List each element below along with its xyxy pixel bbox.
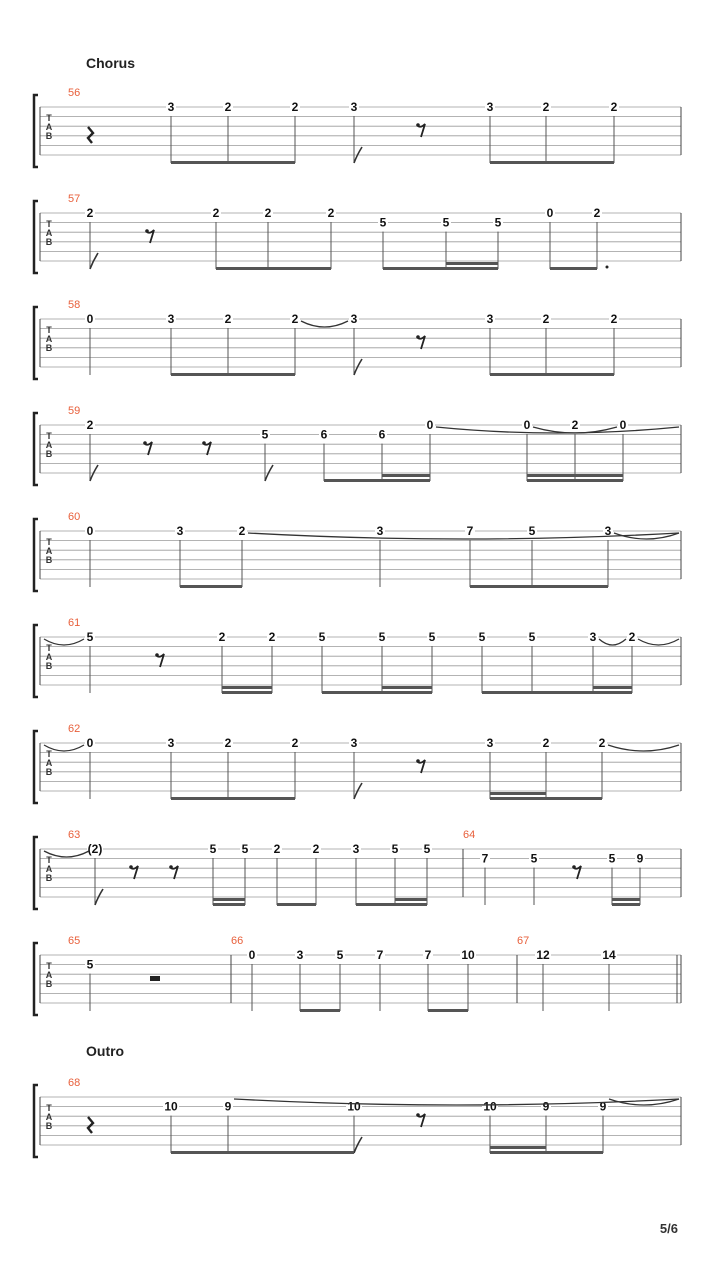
eighth-rest-dot (416, 335, 420, 339)
measure-number: 57 (68, 193, 81, 205)
tab-clef-letter: B (45, 449, 53, 459)
fret-number: 9 (636, 851, 644, 866)
fret-number: 3 (350, 736, 358, 750)
system-bracket (34, 413, 38, 485)
tab-clef-letter: T (46, 961, 52, 971)
fret-number: 6 (378, 427, 386, 442)
beam (171, 161, 295, 164)
fret-number: 5 (86, 957, 94, 972)
tab-clef-letter: T (46, 1103, 52, 1113)
quarter-rest (88, 127, 93, 143)
fret-number: 7 (466, 524, 474, 538)
beam-secondary (490, 792, 546, 795)
tab-clef-letter: B (45, 767, 53, 777)
beam (216, 267, 331, 270)
fret-number: 2 (268, 630, 276, 644)
beam-secondary (527, 474, 623, 477)
system-bracket (34, 519, 38, 591)
measure-number: 61 (68, 617, 81, 629)
tab-clef-letter: B (45, 979, 53, 989)
fret-number: 5 (530, 851, 538, 866)
measure-number: 59 (68, 405, 81, 417)
measure-number: 60 (68, 511, 81, 523)
beam (222, 691, 272, 694)
beam-secondary (382, 474, 430, 477)
eighth-rest-dot (145, 229, 149, 233)
eighth-rest-dot (416, 1113, 420, 1117)
tab-clef-letter: A (45, 228, 53, 238)
fret-number: 3 (589, 630, 597, 644)
section-title-chorus: Chorus (86, 55, 135, 71)
fret-number: 3 (604, 524, 612, 538)
fret-number: 5 (261, 427, 269, 442)
beam (470, 585, 608, 588)
measure-number: 63 (68, 829, 81, 841)
beam (322, 691, 432, 694)
tab-clef-letter: B (45, 873, 53, 883)
fret-number: 10 (164, 1099, 178, 1114)
fret-number: 5 (442, 215, 450, 230)
fret-number: 5 (528, 630, 536, 644)
beam (490, 797, 602, 800)
section-title-outro: Outro (86, 1043, 125, 1059)
tab-clef-letter: A (45, 1112, 53, 1122)
beam (213, 903, 245, 906)
beam (324, 479, 430, 482)
fret-number: 2 (571, 418, 579, 432)
fret-number: 2 (86, 418, 94, 432)
measure-number: 64 (463, 829, 476, 841)
fret-number: 0 (619, 418, 627, 432)
fret-number: 9 (542, 1099, 550, 1114)
fret-number: 2 (542, 312, 550, 326)
tab-clef-letter: B (45, 555, 53, 565)
tab-clef-letter: T (46, 325, 52, 335)
measure-number: 65 (68, 935, 81, 947)
fret-number: 5 (379, 215, 387, 230)
fret-number: 2 (598, 736, 606, 750)
tab-clef-letter: A (45, 334, 53, 344)
fret-number: 0 (546, 206, 554, 220)
fret-number: 2 (610, 312, 618, 326)
fret-number: 9 (224, 1099, 232, 1114)
fret-number: 3 (167, 736, 175, 750)
beam-secondary (382, 686, 432, 689)
system-bracket (34, 201, 38, 273)
fret-number: 2 (273, 842, 281, 856)
fret-number: 5 (423, 842, 431, 856)
tab-clef-letter: B (45, 1121, 53, 1131)
system-bracket (34, 731, 38, 803)
measure-number: 62 (68, 723, 81, 735)
tab-clef-letter: B (45, 237, 53, 247)
eighth-rest-dot (572, 865, 576, 869)
tab-clef-letter: T (46, 855, 52, 865)
beam (527, 479, 623, 482)
fret-number: 2 (264, 206, 272, 220)
system-bracket (34, 625, 38, 697)
beam (171, 373, 295, 376)
beam (171, 797, 295, 800)
tab-clef-letter: T (46, 113, 52, 123)
fret-number: 2 (86, 206, 94, 220)
beam-secondary (213, 898, 245, 901)
system-bracket (34, 837, 38, 909)
fret-number: 3 (296, 948, 304, 962)
tab-clef-letter: B (45, 343, 53, 353)
eighth-rest-dot (416, 123, 420, 127)
system-bracket (34, 307, 38, 379)
fret-number: 2 (628, 630, 636, 644)
measure-number: 66 (231, 935, 244, 947)
eighth-rest-dot (202, 441, 206, 445)
tab-clef-letter: T (46, 219, 52, 229)
tab-clef-letter: B (45, 661, 53, 671)
tie (301, 321, 348, 327)
fret-number: 2 (327, 206, 335, 220)
fret-number: 2 (224, 736, 232, 750)
measure-number: 56 (68, 87, 81, 99)
fret-number: 3 (350, 100, 358, 114)
eighth-rest-dot (129, 865, 133, 869)
measure-number: 67 (517, 935, 530, 947)
fret-number: 2 (291, 736, 299, 750)
fret-number: 5 (391, 842, 399, 856)
fret-number: 12 (536, 948, 550, 962)
eighth-rest-dot (155, 653, 159, 657)
half-rest (150, 976, 160, 981)
fret-number: 2 (224, 312, 232, 326)
fret-number: 9 (599, 1099, 607, 1114)
fret-number: 5 (378, 630, 386, 644)
beam (482, 691, 632, 694)
fret-number: 2 (238, 524, 246, 538)
tab-clef-letter: A (45, 970, 53, 980)
fret-number: 7 (376, 948, 384, 962)
tie (608, 745, 679, 751)
fret-number: 6 (320, 427, 328, 442)
tab-clef-letter: A (45, 122, 53, 132)
fret-number: 2 (291, 100, 299, 114)
measure-number: 68 (68, 1077, 81, 1089)
fret-number: 5 (494, 215, 502, 230)
fret-number: 7 (424, 948, 432, 962)
beam-secondary (612, 898, 640, 901)
beam (356, 903, 427, 906)
fret-number: 5 (428, 630, 436, 644)
beam-secondary (395, 898, 427, 901)
fret-number: 3 (176, 524, 184, 538)
tab-clef-letter: A (45, 758, 53, 768)
fret-number: 2 (542, 736, 550, 750)
eighth-rest-dot (143, 441, 147, 445)
fret-number: 5 (478, 630, 486, 644)
fret-number: 2 (212, 206, 220, 220)
fret-number: 0 (86, 736, 94, 750)
tab-clef-letter: A (45, 440, 53, 450)
fret-number: 10 (347, 1099, 361, 1114)
beam (490, 373, 614, 376)
system-bracket (34, 95, 38, 167)
tab-clef-letter: A (45, 864, 53, 874)
tie (599, 639, 626, 645)
beam (300, 1009, 340, 1012)
fret-number: 3 (352, 842, 360, 856)
fret-number: 3 (167, 100, 175, 114)
eighth-rest-dot (169, 865, 173, 869)
fret-number: 10 (461, 948, 475, 962)
fret-number: 2 (224, 100, 232, 114)
tab-clef-letter: A (45, 652, 53, 662)
tab-clef-letter: T (46, 537, 52, 547)
fret-number: 0 (86, 524, 94, 538)
fret-number: 2 (610, 100, 618, 114)
fret-number: 0 (426, 418, 434, 432)
fret-number: 3 (167, 312, 175, 326)
dot (606, 266, 609, 269)
beam (171, 1151, 354, 1154)
fret-number: 2 (593, 206, 601, 220)
fret-number: 5 (608, 851, 616, 866)
beam-secondary (593, 686, 632, 689)
fret-number: 2 (291, 312, 299, 326)
fret-number: 3 (350, 312, 358, 326)
fret-number: (2) (87, 842, 103, 856)
beam (490, 161, 614, 164)
measure-number: 58 (68, 299, 81, 311)
eighth-rest-dot (416, 759, 420, 763)
page-number: 5/6 (659, 1221, 678, 1236)
fret-number: 5 (241, 842, 249, 856)
fret-number: 2 (218, 630, 226, 644)
beam (383, 267, 498, 270)
tie (248, 533, 679, 539)
tab-clef-letter: B (45, 131, 53, 141)
fret-number: 7 (481, 851, 489, 866)
beam (180, 585, 242, 588)
tie (638, 639, 679, 645)
beam (428, 1009, 468, 1012)
fret-number: 5 (209, 842, 217, 856)
beam (277, 903, 316, 906)
fret-number: 0 (523, 418, 531, 432)
tab-clef-letter: T (46, 431, 52, 441)
beam-secondary (490, 1146, 546, 1149)
fret-number: 10 (483, 1099, 497, 1114)
fret-number: 5 (86, 630, 94, 644)
tab-clef-letter: A (45, 546, 53, 556)
fret-number: 3 (486, 312, 494, 326)
beam-secondary (222, 686, 272, 689)
system-bracket (34, 943, 38, 1015)
fret-number: 5 (336, 948, 344, 962)
fret-number: 3 (486, 100, 494, 114)
beam (612, 903, 640, 906)
beam (550, 267, 597, 270)
fret-number: 2 (542, 100, 550, 114)
tab-clef-letter: T (46, 643, 52, 653)
tab-clef-letter: T (46, 749, 52, 759)
fret-number: 14 (602, 948, 616, 962)
fret-number: 0 (248, 948, 256, 962)
system-bracket (34, 1085, 38, 1157)
fret-number: 3 (486, 736, 494, 750)
fret-number: 3 (376, 524, 384, 538)
fret-number: 5 (318, 630, 326, 644)
beam-secondary (446, 262, 498, 265)
beam (490, 1151, 603, 1154)
fret-number: 2 (312, 842, 320, 856)
fret-number: 5 (528, 524, 536, 538)
fret-number: 0 (86, 312, 94, 326)
quarter-rest (88, 1117, 93, 1133)
